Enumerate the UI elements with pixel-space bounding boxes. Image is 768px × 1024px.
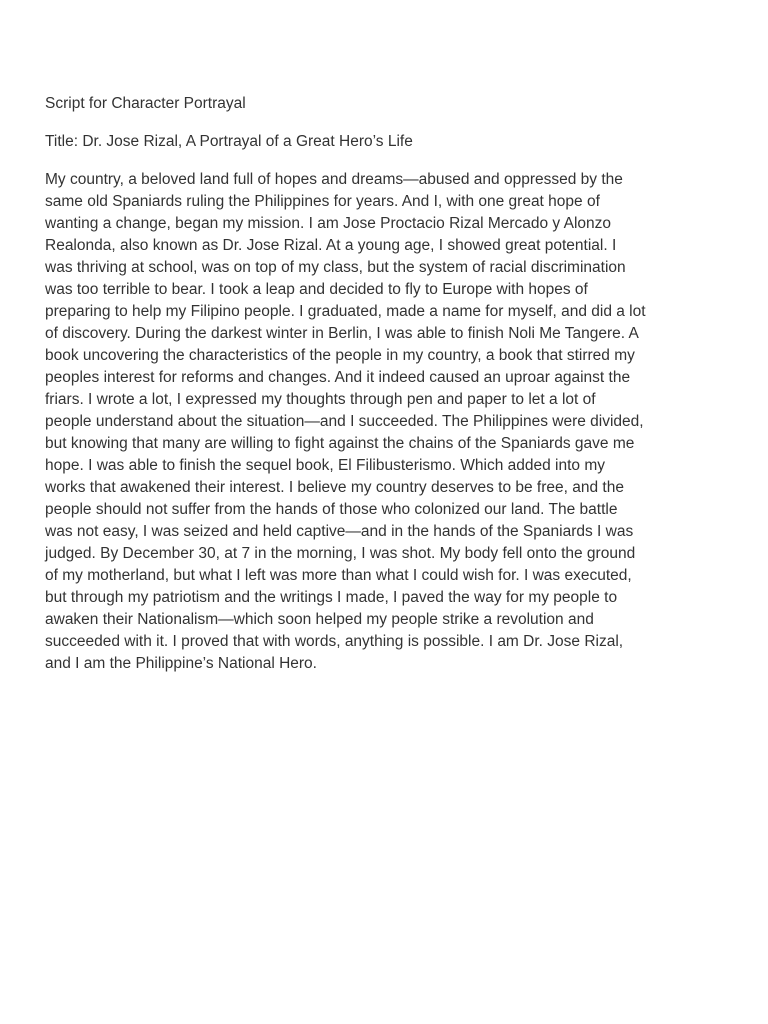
body-line: My country, a beloved land full of hopes and dreams—abused and oppressed by the	[45, 171, 623, 188]
document-header: Script for Character Portrayal	[45, 95, 246, 112]
body-line: of discovery. During the darkest winter in Berlin, I was able to finish Noli Me Tangere. A	[45, 325, 639, 342]
body-line: but knowing that many are willing to fight against the chains of the Spaniards gave me	[45, 435, 635, 452]
body-line: Realonda, also known as Dr. Jose Rizal. At a young age, I showed great potential. I	[45, 237, 617, 254]
body-line: friars. I wrote a lot, I expressed my thoughts through pen and paper to let a lot of	[45, 391, 596, 408]
document-title: Title: Dr. Jose Rizal, A Portrayal of a Great Hero’s Life	[45, 133, 413, 150]
body-line: was too terrible to bear. I took a leap and decided to fly to Europe with hopes of	[45, 281, 588, 298]
body-line: book uncovering the characteristics of the people in my country, a book that stirred my	[45, 347, 635, 364]
body-line: people should not suffer from the hands of those who colonized our land. The battle	[45, 501, 618, 518]
body-line: same old Spaniards ruling the Philippines for years. And I, with one great hope of	[45, 193, 600, 210]
body-line: wanting a change, began my mission. I am Jose Proctacio Rizal Mercado y Alonzo	[45, 215, 612, 232]
body-line: works that awakened their interest. I believe my country deserves to be free, and the	[45, 479, 624, 496]
body-line: peoples interest for reforms and changes. And it indeed caused an uproar against the	[45, 369, 631, 386]
body-line: was not easy, I was seized and held captive—and in the hands of the Spaniards I was	[45, 523, 634, 540]
body-line: of my motherland, but what I left was more than what I could wish for. I was executed,	[45, 567, 632, 584]
body-line: preparing to help my Filipino people. I graduated, made a name for myself, and did a lot	[45, 303, 646, 320]
body-paragraph	[45, 169, 685, 675]
body-line: people understand about the situation—and I succeeded. The Philippines were divided,	[45, 413, 644, 430]
body-line: and I am the Philippine’s National Hero.	[45, 655, 317, 672]
document-content	[45, 93, 685, 675]
body-line: awaken their Nationalism—which soon helped my people strike a revolution and	[45, 611, 594, 628]
body-line: hope. I was able to finish the sequel book, El Filibusterismo. Which added into my	[45, 457, 606, 474]
body-line: but through my patriotism and the writings I made, I paved the way for my people to	[45, 589, 618, 606]
body-line: succeeded with it. I proved that with words, anything is possible. I am Dr. Jose Rizal,	[45, 633, 624, 650]
body-line: judged. By December 30, at 7 in the morning, I was shot. My body fell onto the ground	[45, 545, 636, 562]
body-line: was thriving at school, was on top of my class, but the system of racial discrimination	[45, 259, 626, 276]
